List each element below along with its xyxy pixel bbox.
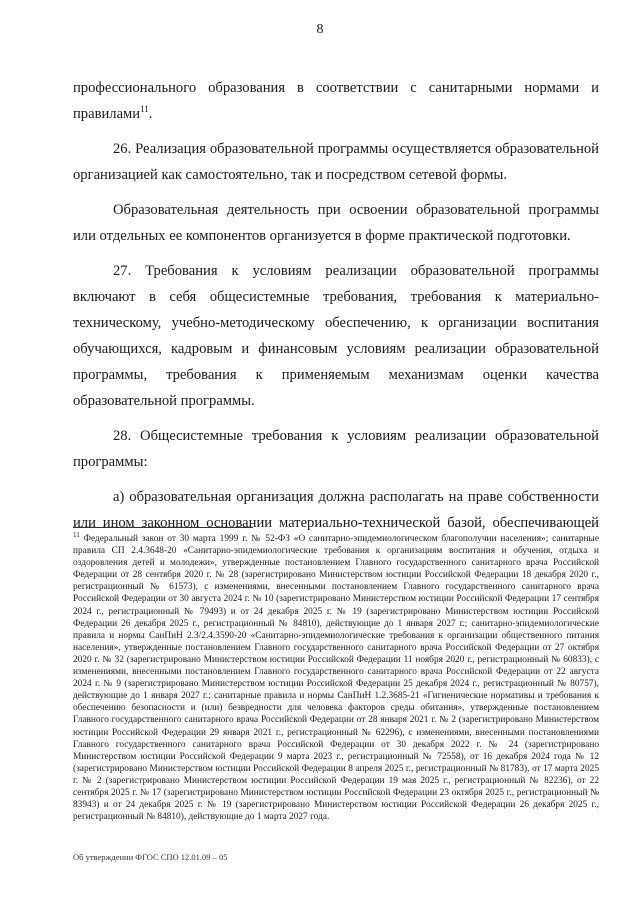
- paragraph-tail: .: [148, 106, 153, 122]
- footnote-separator: [73, 527, 253, 528]
- paragraph-26: 26. Реализация образовательной программы осуществляется образовательной организацией как самостоятельно, так и посредством сетевой формы.: [73, 141, 599, 183]
- footnote-text: Федеральный закон от 30 марта 1999 г. № 52-ФЗ «О санитарно-эпидемиологическом благополучии населения»; санитарные правила СП 2.4.3648-20 «Санитарно-эпидемиологические требования к организациям воспитания и обучения, отдыха и оздоровления детей и молодежи», утвержденные постановлением Главного государственного санитарного врача Российской Федерации от 28 сентября 2020 г. № 28 (зарегистрировано Министерством юстиции Российской Федерации 18 декабря 2020 г., регистрационный № 61573), с изменениями, внесенными постановлением Главного государственного санитарного врача Российской Федерации от 30 августа 2024 г. № 10 (зарегистрировано Министерством юстиции Российской Федерации 17 сентября 2024 г., регистрационный № 79493) и от 24 декабря 2025 г. № 19 (зарегистрировано Министерством юстиции Российской Федерации 26 декабря 2025 г., регистрационный № 84810), действующие до 1 января 2027 г.; санитарно-эпидемиологические правила и нормы СанПиН 2.3/2.4.3590-20 «Санитарно-эпидемиологические требования к организации общественного питания населения», утвержденные постановлением Главного государственного санитарного врача Российской Федерации от 27 октября 2020 г. № 32 (зарегистрировано Министерством юстиции Российской Федерации 11 ноября 2020 г., регистрационный № 60833), с изменениями, внесенными постановлением Главного государственного санитарного врача Российской Федерации от 22 августа 2024 г. № 9 (зарегистрировано Министерством юстиции Российской Федерации 25 декабря 2024 г., регистрационный № 80757), действующие до 1 января 2027 г.; санитарные правила и нормы СанПиН 1.2.3685-21 «Гигиенические нормативы и требования к обеспечению безопасности и (или) безвредности для человека факторов среды обитания», утвержденные постановлением Главного государственного санитарного врача Российской Федерации от 28 января 2021 г. № 2 (зарегистрировано Министерством юстиции Российской Федерации 29 января 2021 г., регистрационный № 62296), с изменениями, внесенными постановлениями Главного государственного санитарного врача Российской Федерации от 30 декабря 2022 г. № 24 (зарегистрировано Министерством юстиции Российской Федерации 9 марта 2023 г., регистрационный № 72558), от 16 декабря 2024 года № 12 (зарегистрировано Министерством юстиции Российской Федерации 8 апреля 2025 г., регистрационный № 81783), от 17 марта 2025 г. № 2 (зарегистрировано Министерством юстиции Российской Федерации 19 мая 2025 г., регистрационный № 82236), от 22 сентября 2025 г. № 17 (зарегистрировано Министерством юстиции Российской Федерации 23 октября 2025 г., регистрационный № 83943) и от 24 декабря 2025 г. № 19 (зарегистрировано Министерством юстиции Российской Федерации 26 декабря 2025 г., регистрационный № 84810), действующие до 1 марта 2027 года.: [73, 534, 599, 823]
- footnote: [73, 530, 599, 823]
- footnote-reference: 11: [140, 104, 149, 115]
- page-number: 8: [316, 22, 324, 37]
- paragraph-continuation: [73, 75, 599, 127]
- page-footer: Об утверждении ФГОС СПО 12.01.09 – 05: [73, 852, 228, 862]
- paragraph-28-a: а) образовательная организация должна располагать на праве собственности или ином законном основании материально-технической базой, обеспечивающей: [73, 489, 599, 531]
- paragraph-practical-training: Образовательная деятельность при освоении образовательной программы или отдельных ее компонентов организуется в форме практической подготовки.: [73, 202, 599, 244]
- paragraph-28: 28. Общесистемные требования к условиям реализации образовательной программы:: [73, 428, 599, 470]
- paragraph-text: профессионального образования в соответствии с санитарными нормами и правилами: [73, 80, 599, 122]
- footnote-number: 11: [73, 530, 80, 539]
- paragraph-27: 27. Требования к условиям реализации образовательной программы включают в себя общесистемные требования, требования к материально-техническому, учебно-методическому обеспечению, к организации воспитания обучающихся, кадровым и финансовым условиям реализации образовательной программы, требования к применяемым механизмам оценки качества образовательной программы.: [73, 263, 599, 409]
- body-text: [73, 75, 599, 536]
